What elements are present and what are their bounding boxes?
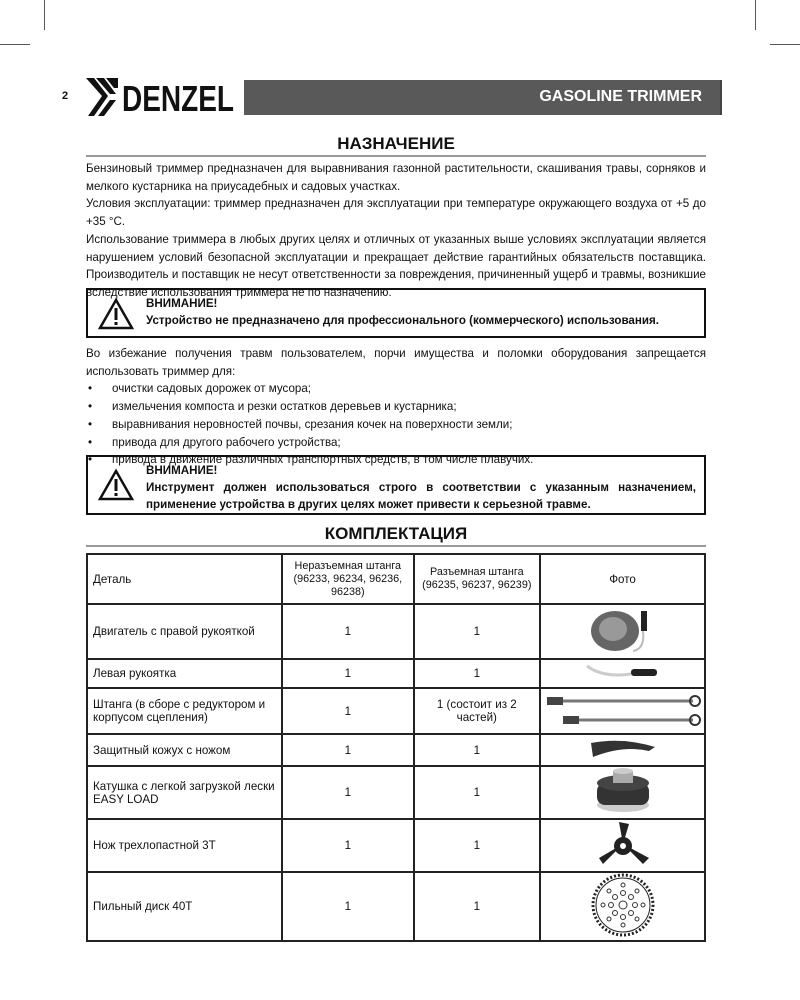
column-header: Фото [540,554,705,604]
divider [86,155,706,157]
part-name: Нож трехлопастной 3Т [87,819,282,872]
qty-split: 1 [414,659,540,688]
engine-photo [540,604,705,659]
warning-text: Инструмент должен использоваться строго в соответствии с указанным назначением, применение устройства в других целях может привести к серьезной травме. [146,481,696,511]
divider [86,545,706,547]
qty-fixed: 1 [282,604,414,659]
handle-photo [540,659,705,688]
part-name: Катушка с легкой загрузкой лески EASY LOAD [87,766,282,819]
paragraph: Во избежание получения травм пользователем, порчи имущества и поломки оборудования запрещается использовать триммер для: [86,347,706,378]
table-row [87,766,705,819]
qty-split: 1 [414,766,540,819]
header-band [244,80,722,115]
qty-fixed: 1 [282,819,414,872]
crop-mark [770,44,800,45]
part-name: Двигатель с правой рукояткой [87,604,282,659]
paragraph: Использование триммера в любых других целях и отличных от указанных выше условиях эксплуатации является нарушением условий безопасной эксплуатации и прекращает действие гарантийных обязательств поставщика. Производитель и поставщик не несут ответственности за повреждения, причиненный ущерб и травмы, возникшие вследствие использования триммера не по назначению. [86,232,706,299]
logo-text: DENZEL [122,78,234,119]
list-item: • привода для другого рабочего устройства; [86,434,706,452]
list-item: • очистки садовых дорожек от мусора; [86,380,706,398]
crop-mark [0,44,30,45]
qty-split: 1 [414,819,540,872]
purpose-text [86,160,706,302]
list-item: • привода в движение различных транспортных средств, в том числе плавучих. [86,451,706,469]
part-name: Левая рукоятка [87,659,282,688]
qty-fixed: 1 [282,766,414,819]
crop-mark [755,0,756,30]
warning-box [86,455,706,515]
section-title-kit: КОМПЛЕКТАЦИЯ [324,524,468,543]
crop-mark [44,0,45,30]
table-row [87,734,705,766]
table-row [87,604,705,659]
qty-split: 1 [414,734,540,766]
qty-split: 1 [414,872,540,941]
table-header-row [87,554,705,604]
warning-title: ВНИМАНИЕ! [146,464,218,477]
warning-title: ВНИМАНИЕ! [146,297,218,310]
warning-triangle-icon [98,298,134,330]
qty-fixed: 1 [282,659,414,688]
table-row [87,659,705,688]
warning-box [86,288,706,338]
table-row [87,688,705,734]
qty-fixed: 1 [282,734,414,766]
list-item: • измельчения компоста и резки остатков деревьев и кустарника; [86,398,706,416]
part-name: Пильный диск 40Т [87,872,282,941]
column-header: Разъемная штанга (96235, 96237, 96239) [414,554,540,604]
header-title: GASOLINE TRIMMER [539,88,702,105]
part-name: Защитный кожух с ножом [87,734,282,766]
warning-text: Устройство не предназначено для профессионального (коммерческого) использования. [146,314,659,327]
warning-triangle-icon [98,469,134,501]
page-number: 2 [62,90,69,102]
paragraph: Бензиновый триммер предназначен для выравнивания газонной растительности, скашивания травы, сорняков и мелкого кустарника на приусадебных и садовых участках. [86,162,706,193]
kit-table [86,553,706,942]
prohibit-section [86,345,706,469]
qty-fixed: 1 [282,688,414,734]
blade-photo [540,819,705,872]
shaft-photo [540,688,705,734]
qty-fixed: 1 [282,872,414,941]
qty-split: 1 [414,604,540,659]
spool-photo [540,766,705,819]
saw-disc-photo [540,872,705,941]
part-name: Штанга (в сборе с редуктором и корпусом сцепления) [87,688,282,734]
table-row [87,819,705,872]
column-header: Деталь [87,554,282,604]
denzel-logo [86,74,236,120]
guard-photo [540,734,705,766]
section-title-purpose: НАЗНАЧЕНИЕ [337,134,455,153]
table-row [87,872,705,941]
qty-split: 1 (состоит из 2 частей) [414,688,540,734]
column-header: Неразъемная штанга (96233, 96234, 96236, 96238) [282,554,414,604]
list-item: • выравнивания неровностей почвы, срезания кочек на поверхности земли; [86,416,706,434]
paragraph: Условия эксплуатации: триммер предназначен для эксплуатации при температуре окружающего воздуха от +5 до +35 °C. [86,197,706,229]
